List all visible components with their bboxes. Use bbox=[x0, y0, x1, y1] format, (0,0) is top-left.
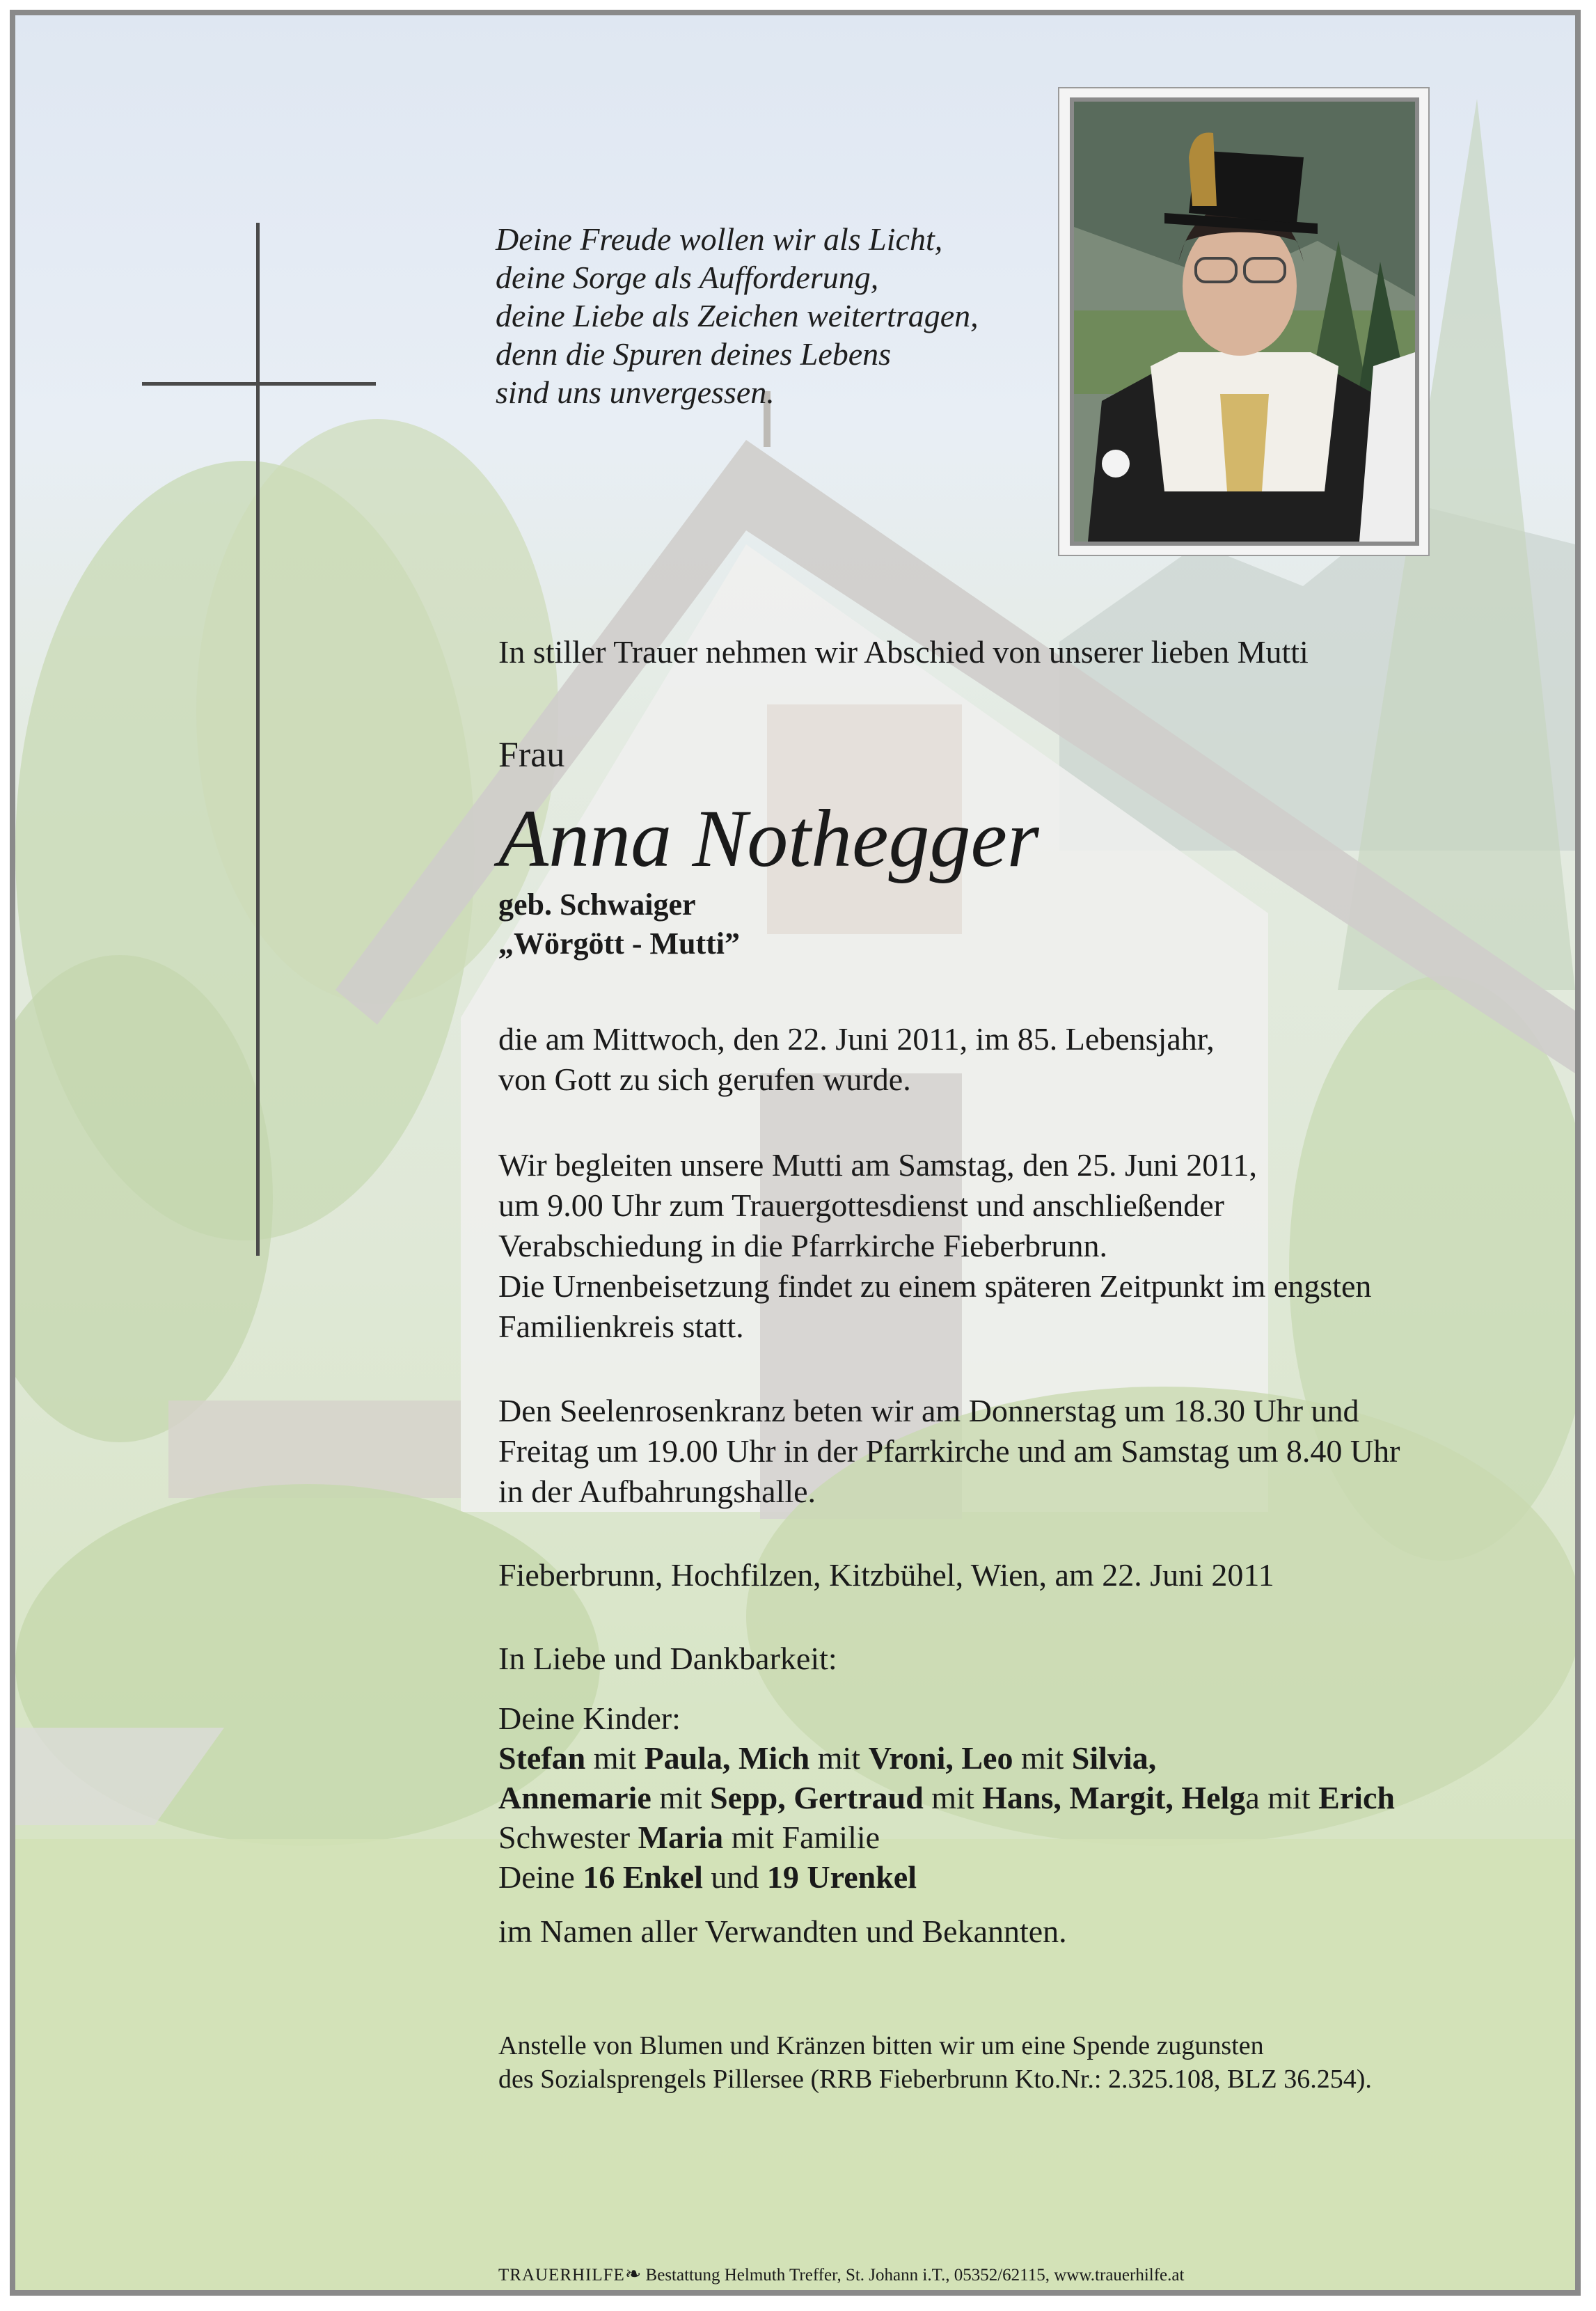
salutation: Frau bbox=[498, 735, 565, 775]
family-line: Annemarie mit Sepp, Gertraud mit Hans, Margit, Helga mit Erich bbox=[498, 1780, 1395, 1815]
name-details bbox=[498, 885, 740, 963]
rosary-info bbox=[498, 1391, 1400, 1512]
place-date: Fieberbrunn, Hochfilzen, Kitzbühel, Wien, am 22. Juni 2011 bbox=[498, 1557, 1274, 1593]
death-notice bbox=[498, 1019, 1215, 1100]
poem-line: Deine Freude wollen wir als Licht, bbox=[496, 221, 943, 257]
text-line: Freitag um 19.00 Uhr in der Pfarrkirche und am Samstag um 8.40 Uhr bbox=[498, 1433, 1400, 1469]
maiden-name: geb. Schwaiger bbox=[498, 888, 696, 922]
text-line: Den Seelenrosenkranz beten wir am Donnerstag um 18.30 Uhr und bbox=[498, 1393, 1359, 1428]
text-line: Anstelle von Blumen und Kränzen bitten wir um eine Spende zugunsten bbox=[498, 2031, 1264, 2060]
relatives-line: im Namen aller Verwandten und Bekannten. bbox=[498, 1914, 1067, 1949]
family-list bbox=[498, 1698, 1395, 1897]
poem bbox=[496, 220, 1025, 411]
text-line: Die Urnenbeisetzung findet zu einem späteren Zeitpunkt im engsten bbox=[498, 1268, 1372, 1304]
footer bbox=[498, 2262, 1184, 2286]
nickname: „Wörgött - Mutti” bbox=[498, 926, 741, 961]
donation-note bbox=[498, 2029, 1372, 2096]
text-line: um 9.00 Uhr zum Trauergottesdienst und anschließender bbox=[498, 1188, 1224, 1223]
love-line: In Liebe und Dankbarkeit: bbox=[498, 1641, 837, 1676]
text-line: in der Aufbahrungshalle. bbox=[498, 1474, 816, 1509]
portrait-photo bbox=[1070, 97, 1419, 546]
family-line: Schwester Maria mit Familie bbox=[498, 1820, 880, 1855]
intro-text: In stiller Trauer nehmen wir Abschied von unserer lieben Mutti bbox=[498, 634, 1309, 670]
funeral-info bbox=[498, 1145, 1371, 1347]
text-line: des Sozialsprengels Pillersee (RRB Fieberbrunn Kto.Nr.: 2.325.108, BLZ 36.254). bbox=[498, 2065, 1372, 2094]
cross-icon-horizontal bbox=[142, 382, 376, 386]
dove-icon: ❧ bbox=[624, 2264, 642, 2285]
family-line: Deine 16 Enkel und 19 Urenkel bbox=[498, 1859, 917, 1895]
poem-line: deine Liebe als Zeichen weitertragen, bbox=[496, 298, 979, 333]
deceased-name: Anna Nothegger bbox=[498, 793, 1039, 884]
poem-line: sind uns unvergessen. bbox=[496, 374, 775, 410]
footer-text: Bestattung Helmuth Treffer, St. Johann i.T., 05352/62115, www.trauerhilfe.at bbox=[641, 2266, 1185, 2285]
text-line: von Gott zu sich gerufen wurde. bbox=[498, 1062, 911, 1097]
poem-line: denn die Spuren deines Lebens bbox=[496, 336, 892, 372]
portrait-image bbox=[1074, 102, 1415, 542]
text-line: die am Mittwoch, den 22. Juni 2011, im 85. Lebensjahr, bbox=[498, 1021, 1215, 1057]
text-line: Verabschiedung in die Pfarrkirche Fieberbrunn. bbox=[498, 1228, 1107, 1263]
text-line: Familienkreis statt. bbox=[498, 1309, 744, 1344]
text-line: Wir begleiten unsere Mutti am Samstag, den 25. Juni 2011, bbox=[498, 1147, 1258, 1183]
footer-brand: TRAUERHILFE bbox=[498, 2266, 625, 2285]
family-heading: Deine Kinder: bbox=[498, 1701, 681, 1736]
cross-icon-vertical bbox=[256, 223, 260, 1256]
family-line: Stefan mit Paula, Mich mit Vroni, Leo mit Silvia, bbox=[498, 1740, 1157, 1776]
poem-line: deine Sorge als Aufforderung, bbox=[496, 260, 879, 295]
